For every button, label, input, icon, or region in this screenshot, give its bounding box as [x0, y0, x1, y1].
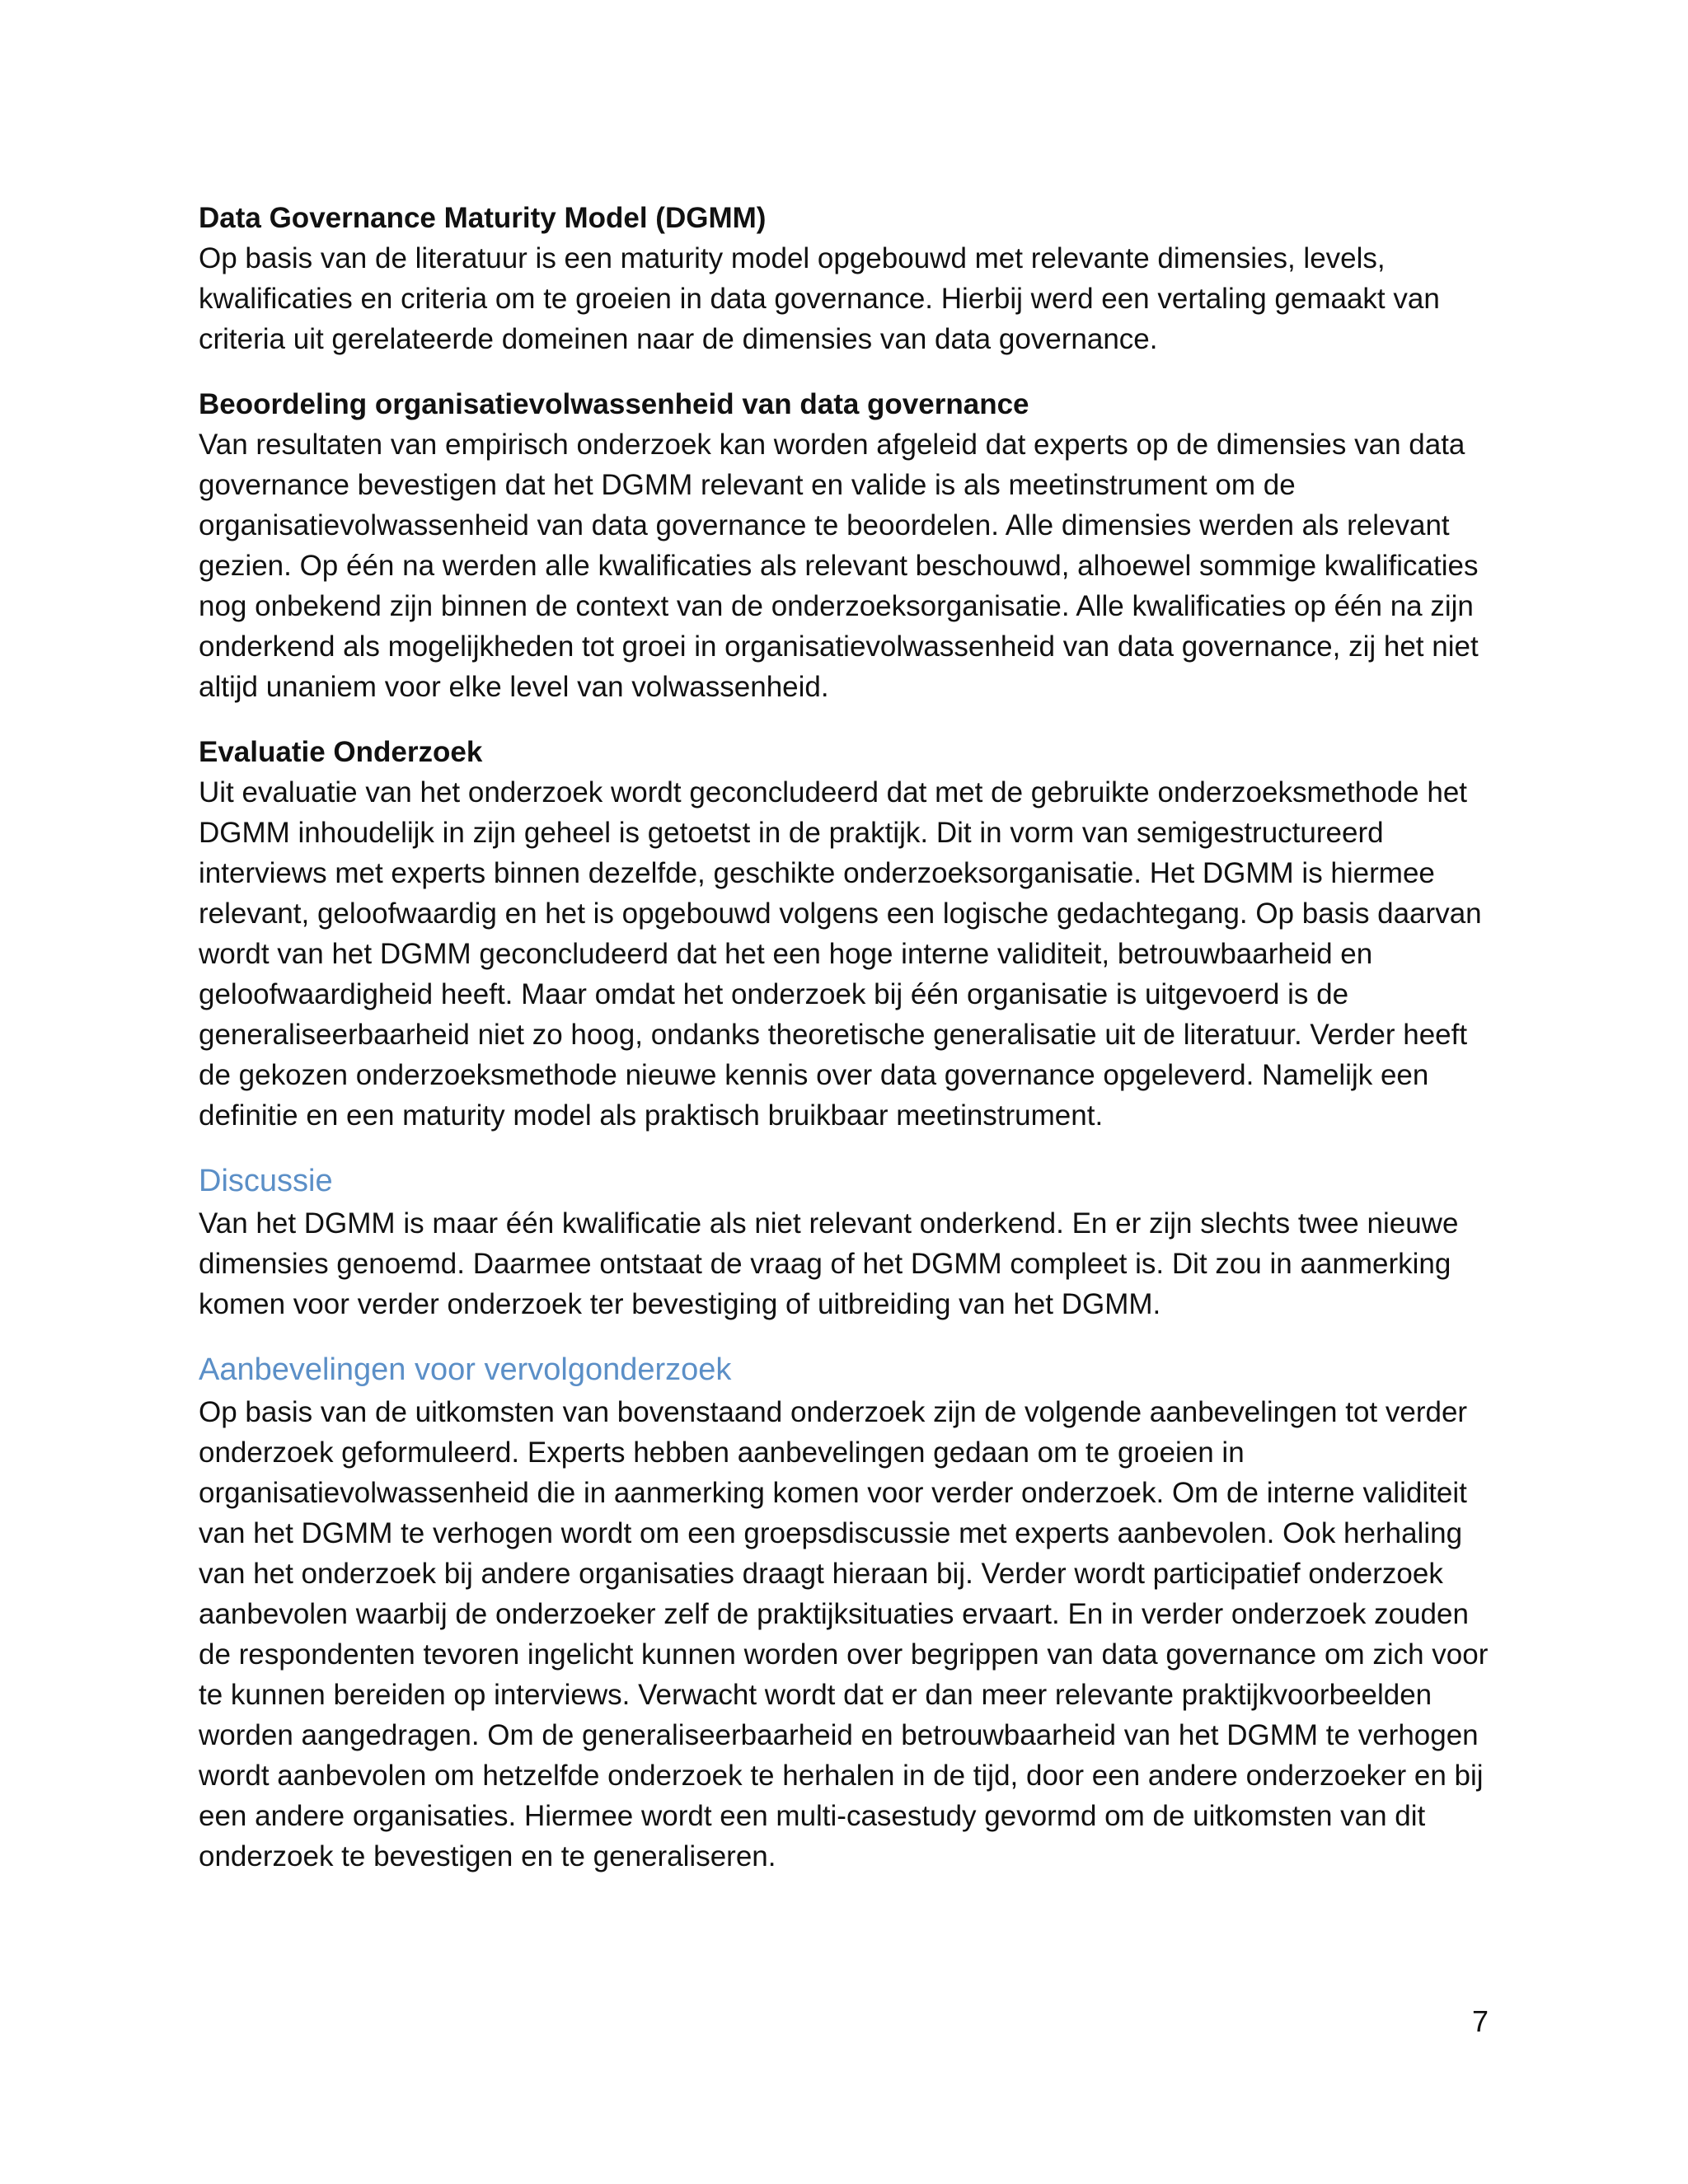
- discussion-heading: Discussie: [199, 1164, 333, 1198]
- discussion-paragraph: Van het DGMM is maar één kwalificatie als niet relevant onderkend. En er zijn slechts twee nieuwe dimensies genoemd. Daarmee ontstaat de vraag of het DGMM compleet is. Dit zou in aanmerking komen voor verder onderzoek ter bevestiging of uitbreiding van het DGMM.: [199, 1207, 1459, 1320]
- recommendations-paragraph: Op basis van de uitkomsten van bovenstaand onderzoek zijn de volgende aanbevelingen tot verder onderzoek geformuleerd. Experts hebben aanbevelingen gedaan om te groeien in organisatievolwassenheid die in aanmerking komen voor verder onderzoek. Om de interne validiteit van het DGMM te verhogen wordt om een groepsdiscussie met experts aanbevolen. Ook herhaling van het onderzoek bij andere organisaties draagt hieraan bij. Verder wordt participatief onderzoek aanbevolen waarbij de onderzoeker zelf de praktijksituaties ervaart. En in verder onderzoek zouden de respondenten tevoren ingelicht kunnen worden over begrippen van data governance om zich voor te kunnen bereiden op interviews. Verwacht wordt dat er dan meer relevante praktijkvoorbeelden worden aangedragen. Om de generaliseerbaarheid en betrouwbaarheid van het DGMM te verhogen wordt aanbevolen om hetzelfde onderzoek te herhalen in de tijd, door een andere onderzoeker en bij een andere organisaties. Hiermee wordt een multi-casestudy gevormd om de uitkomsten van dit onderzoek te bevestigen en te generaliseren.: [199, 1396, 1489, 1872]
- section-evaluatie: [199, 732, 1501, 1136]
- section-title: Evaluatie Onderzoek: [199, 736, 483, 768]
- page-number: 7: [1472, 2004, 1489, 2038]
- page-content: [199, 198, 1501, 1901]
- section-discussie: [199, 1160, 1501, 1324]
- section-paragraph: Op basis van de literatuur is een maturity model opgebouwd met relevante dimensies, levels, kwalificaties en criteria om te groeien in data governance. Hierbij werd een vertaling gemaakt van criteria uit gerelateerde domeinen naar de dimensies van data governance.: [199, 242, 1440, 355]
- section-dgmm: [199, 198, 1501, 359]
- section-paragraph: Uit evaluatie van het onderzoek wordt geconcludeerd dat met de gebruikte onderzoeksmethode het DGMM inhoudelijk in zijn geheel is getoetst in de praktijk. Dit in vorm van semigestructureerd interviews met experts binnen dezelfde, geschikte onderzoeksorganisatie. Het DGMM is hiermee relevant, geloofwaardig en het is opgebouwd volgens een logische gedachtegang. Op basis daarvan wordt van het DGMM geconcludeerd dat het een hoge interne validiteit, betrouwbaarheid en geloofwaardigheid heeft. Maar omdat het onderzoek bij één organisatie is uitgevoerd is de generaliseerbaarheid niet zo hoog, ondanks theoretische generalisatie uit de literatuur. Verder heeft de gekozen onderzoeksmethode nieuwe kennis over data governance opgeleverd. Namelijk een definitie en een maturity model als praktisch bruikbaar meetinstrument.: [199, 776, 1482, 1132]
- section-aanbevelingen: [199, 1349, 1501, 1877]
- section-paragraph: Van resultaten van empirisch onderzoek kan worden afgeleid dat experts op de dimensies van data governance bevestigen dat het DGMM relevant en valide is als meetinstrument om de organisatievolwassenheid van data governance te beoordelen. Alle dimensies werden als relevant gezien. Op één na werden alle kwalificaties als relevant beschouwd, alhoewel sommige kwalificaties nog onbekend zijn binnen de context van de onderzoeksorganisatie. Alle kwalificaties op één na zijn onderkend als mogelijkheden tot groei in organisatievolwassenheid van data governance, zij het niet altijd unaniem voor elke level van volwassenheid.: [199, 429, 1479, 703]
- section-title: Beoordeling organisatievolwassenheid van data governance: [199, 388, 1029, 420]
- section-title: Data Governance Maturity Model (DGMM): [199, 202, 767, 234]
- recommendations-heading: Aanbevelingen voor vervolgonderzoek: [199, 1352, 732, 1387]
- section-beoordeling: [199, 384, 1501, 707]
